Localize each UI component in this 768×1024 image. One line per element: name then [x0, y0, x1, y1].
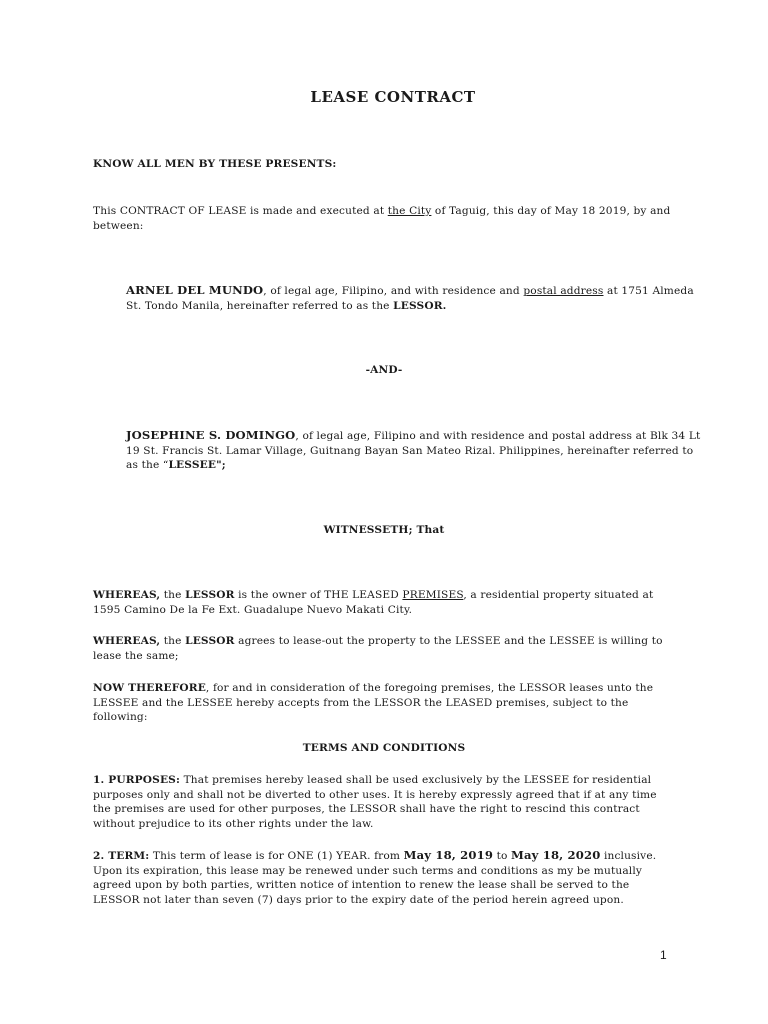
- intro-text-pre: This CONTRACT OF LEASE is made and executed at: [93, 205, 388, 217]
- whereas-2-paragraph: [93, 634, 675, 663]
- lessee-text-mid: , of legal age, Filipino and with residence and postal address at Blk 34 Lt 19 St. Francis St. Lamar Village, Guitnang Bayan San Mateo Rizal. Philippines, hereinafter referred to as the “: [126, 430, 701, 472]
- lessor-text-post: at 1751 Almeda St. Tondo Manila, hereinafter referred to as the: [126, 285, 694, 312]
- intro-text-post: of Taguig, this day of May 18 2019, by and between:: [93, 205, 671, 232]
- whereas-2-lessor: LESSOR: [185, 635, 235, 647]
- know-all-heading: KNOW ALL MEN BY THESE PRESENTS:: [93, 158, 337, 170]
- whereas-1-pre: the: [160, 589, 186, 601]
- the-city-link[interactable]: the City: [387, 205, 432, 217]
- purposes-text: That premises hereby leased shall be used exclusively by the LESSEE for residential purposes only and shall not be diverted to other uses. It is hereby expressly agreed that if at any time the premises are used for other purposes, the LESSOR shall have the right to rescind this contract without prejudice to its other rights under the law.: [93, 774, 657, 830]
- intro-paragraph: [93, 204, 675, 233]
- terms-heading: TERMS AND CONDITIONS: [302, 742, 466, 754]
- lessee-paragraph: [93, 428, 708, 473]
- lessee-name: JOSEPHINE S. DOMINGO: [126, 428, 296, 442]
- lessor-name: ARNEL DEL MUNDO: [126, 283, 264, 297]
- lessor-paragraph: [93, 283, 708, 313]
- now-therefore-paragraph: [93, 681, 675, 725]
- whereas-1-mid: is the owner of THE LEASED: [234, 589, 403, 601]
- whereas-1-post: , a residential property situated at 1595 Camino De la Fe Ext. Guadalupe Nuevo Makati City.: [93, 589, 654, 616]
- witnesseth-heading: WITNESSETH; That: [323, 524, 445, 536]
- postal-address-link[interactable]: postal address: [523, 285, 604, 297]
- term-to: to: [493, 850, 512, 862]
- lessor-role: LESSOR.: [393, 299, 447, 312]
- term-pre: This term of lease is for ONE (1) YEAR. from: [149, 850, 404, 862]
- term-paragraph: [93, 848, 675, 907]
- now-therefore-lead: NOW THEREFORE: [93, 682, 206, 694]
- purposes-paragraph: [93, 773, 675, 831]
- now-therefore-post: , for and in consideration of the foregoing premises, the LESSOR leases unto the LESSEE and the LESSEE hereby accepts from the LESSOR the LEASED premises, subject to the following:: [93, 682, 654, 724]
- premises-link[interactable]: PREMISES: [402, 589, 464, 601]
- purposes-lead: 1. PURPOSES:: [93, 774, 181, 786]
- whereas-2-lead: WHEREAS,: [93, 635, 161, 647]
- term-end-date: May 18, 2020: [511, 848, 601, 862]
- page-number: 1: [660, 948, 667, 962]
- whereas-1-lessor: LESSOR: [185, 589, 235, 601]
- whereas-1-paragraph: [93, 588, 675, 617]
- term-lead: 2. TERM:: [93, 850, 150, 862]
- term-start-date: May 18, 2019: [403, 848, 494, 862]
- whereas-1-lead: WHEREAS,: [93, 589, 161, 601]
- document-title: LEASE CONTRACT: [310, 88, 476, 106]
- whereas-2-post: agrees to lease-out the property to the LESSEE and the LESSEE is willing to lease the same;: [93, 635, 663, 662]
- term-post: inclusive. Upon its expiration, this lease may be renewed under such terms and conditions as my be mutually agreed upon by both parties, written notice of intention to renew the lease shall be served to the LESSOR not later than seven (7) days prior to the expiry date of the period herein agreed upon.: [93, 850, 657, 906]
- whereas-2-pre: the: [160, 635, 186, 647]
- lessor-text-mid: , of legal age, Filipino, and with residence and: [263, 285, 524, 297]
- lessee-role: LESSEE";: [168, 459, 226, 472]
- and-separator: -AND-: [365, 364, 403, 376]
